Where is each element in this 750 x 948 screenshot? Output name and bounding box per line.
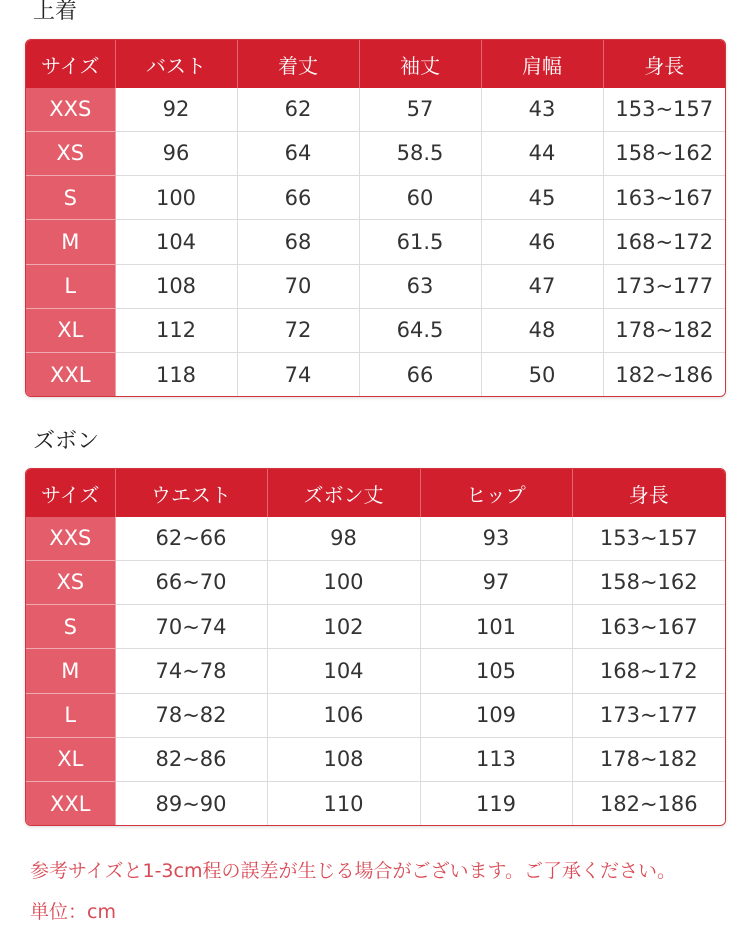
table-cell: 50: [481, 353, 603, 396]
header-length: 着丈: [237, 40, 359, 88]
table-cell: 106: [267, 693, 420, 737]
table-row: [26, 649, 725, 693]
size-cell: XL: [26, 308, 115, 352]
header-height: 身長: [572, 469, 725, 517]
table-cell: 70: [237, 264, 359, 308]
size-cell: XXS: [26, 88, 115, 131]
table-cell: 153~157: [572, 517, 725, 560]
table-cell: 102: [267, 605, 420, 649]
table-cell: 118: [115, 353, 237, 396]
table-row: [26, 693, 725, 737]
table-cell: 44: [481, 131, 603, 175]
table-cell: 58.5: [359, 131, 481, 175]
table-cell: 57: [359, 88, 481, 131]
table-cell: 109: [420, 693, 572, 737]
table-cell: 178~182: [572, 737, 725, 781]
table-row: [26, 131, 725, 175]
table-cell: 110: [267, 782, 420, 825]
table-cell: 158~162: [572, 560, 725, 604]
table-header-row: [26, 40, 725, 88]
jacket-size-table: [25, 39, 726, 397]
header-size: サイズ: [26, 469, 115, 517]
table-cell: 60: [359, 176, 481, 220]
table-cell: 108: [115, 264, 237, 308]
header-hip: ヒップ: [420, 469, 572, 517]
table-row: [26, 782, 725, 825]
table-row: [26, 220, 725, 264]
size-cell: XS: [26, 131, 115, 175]
header-bust: バスト: [115, 40, 237, 88]
size-cell: M: [26, 220, 115, 264]
header-shoulder: 肩幅: [481, 40, 603, 88]
size-cell: XXS: [26, 517, 115, 560]
table-cell: 158~162: [603, 131, 725, 175]
table-row: [26, 308, 725, 352]
size-cell: M: [26, 649, 115, 693]
table-cell: 66~70: [115, 560, 267, 604]
table-row: [26, 264, 725, 308]
table-cell: 104: [115, 220, 237, 264]
table-row: [26, 605, 725, 649]
table-cell: 93: [420, 517, 572, 560]
jacket-section-title: 上着: [33, 0, 78, 24]
table-cell: 153~157: [603, 88, 725, 131]
table-header-row: [26, 469, 725, 517]
table-row: [26, 517, 725, 560]
table-cell: 70~74: [115, 605, 267, 649]
table-cell: 45: [481, 176, 603, 220]
table-cell: 82~86: [115, 737, 267, 781]
size-disclaimer: 参考サイズと1-3cm程の誤差が生じる場合がございます。ご了承ください。: [30, 860, 676, 882]
table-cell: 68: [237, 220, 359, 264]
pants-size-table: [25, 468, 726, 826]
header-size: サイズ: [26, 40, 115, 88]
table-cell: 98: [267, 517, 420, 560]
size-cell: L: [26, 693, 115, 737]
table-cell: 178~182: [603, 308, 725, 352]
size-cell: XXL: [26, 353, 115, 396]
unit-label: 単位：cm: [30, 901, 116, 923]
table-cell: 119: [420, 782, 572, 825]
table-cell: 100: [267, 560, 420, 604]
table-cell: 64.5: [359, 308, 481, 352]
size-cell: L: [26, 264, 115, 308]
table-cell: 46: [481, 220, 603, 264]
table-row: [26, 353, 725, 396]
pants-section-title: ズボン: [33, 429, 100, 454]
table-cell: 105: [420, 649, 572, 693]
header-sleeve: 袖丈: [359, 40, 481, 88]
table-cell: 112: [115, 308, 237, 352]
table-cell: 64: [237, 131, 359, 175]
table-cell: 182~186: [603, 353, 725, 396]
header-height: 身長: [603, 40, 725, 88]
table-row: [26, 88, 725, 131]
table-cell: 43: [481, 88, 603, 131]
table-cell: 173~177: [572, 693, 725, 737]
table-cell: 101: [420, 605, 572, 649]
table-cell: 74~78: [115, 649, 267, 693]
table-cell: 163~167: [603, 176, 725, 220]
table-cell: 182~186: [572, 782, 725, 825]
table-cell: 113: [420, 737, 572, 781]
table-cell: 89~90: [115, 782, 267, 825]
table-row: [26, 176, 725, 220]
table-cell: 66: [359, 353, 481, 396]
size-cell: S: [26, 605, 115, 649]
table-cell: 78~82: [115, 693, 267, 737]
table-cell: 173~177: [603, 264, 725, 308]
table-cell: 72: [237, 308, 359, 352]
header-pants-length: ズボン丈: [267, 469, 420, 517]
table-cell: 108: [267, 737, 420, 781]
table-cell: 163~167: [572, 605, 725, 649]
size-cell: XL: [26, 737, 115, 781]
table-cell: 48: [481, 308, 603, 352]
table-cell: 104: [267, 649, 420, 693]
size-cell: XS: [26, 560, 115, 604]
table-cell: 47: [481, 264, 603, 308]
table-cell: 62~66: [115, 517, 267, 560]
table-row: [26, 560, 725, 604]
table-cell: 92: [115, 88, 237, 131]
size-cell: S: [26, 176, 115, 220]
table-cell: 66: [237, 176, 359, 220]
table-cell: 97: [420, 560, 572, 604]
table-cell: 61.5: [359, 220, 481, 264]
table-cell: 168~172: [572, 649, 725, 693]
table-cell: 100: [115, 176, 237, 220]
table-cell: 96: [115, 131, 237, 175]
size-cell: XXL: [26, 782, 115, 825]
table-cell: 74: [237, 353, 359, 396]
table-cell: 62: [237, 88, 359, 131]
table-cell: 168~172: [603, 220, 725, 264]
header-waist: ウエスト: [115, 469, 267, 517]
table-cell: 63: [359, 264, 481, 308]
table-row: [26, 737, 725, 781]
